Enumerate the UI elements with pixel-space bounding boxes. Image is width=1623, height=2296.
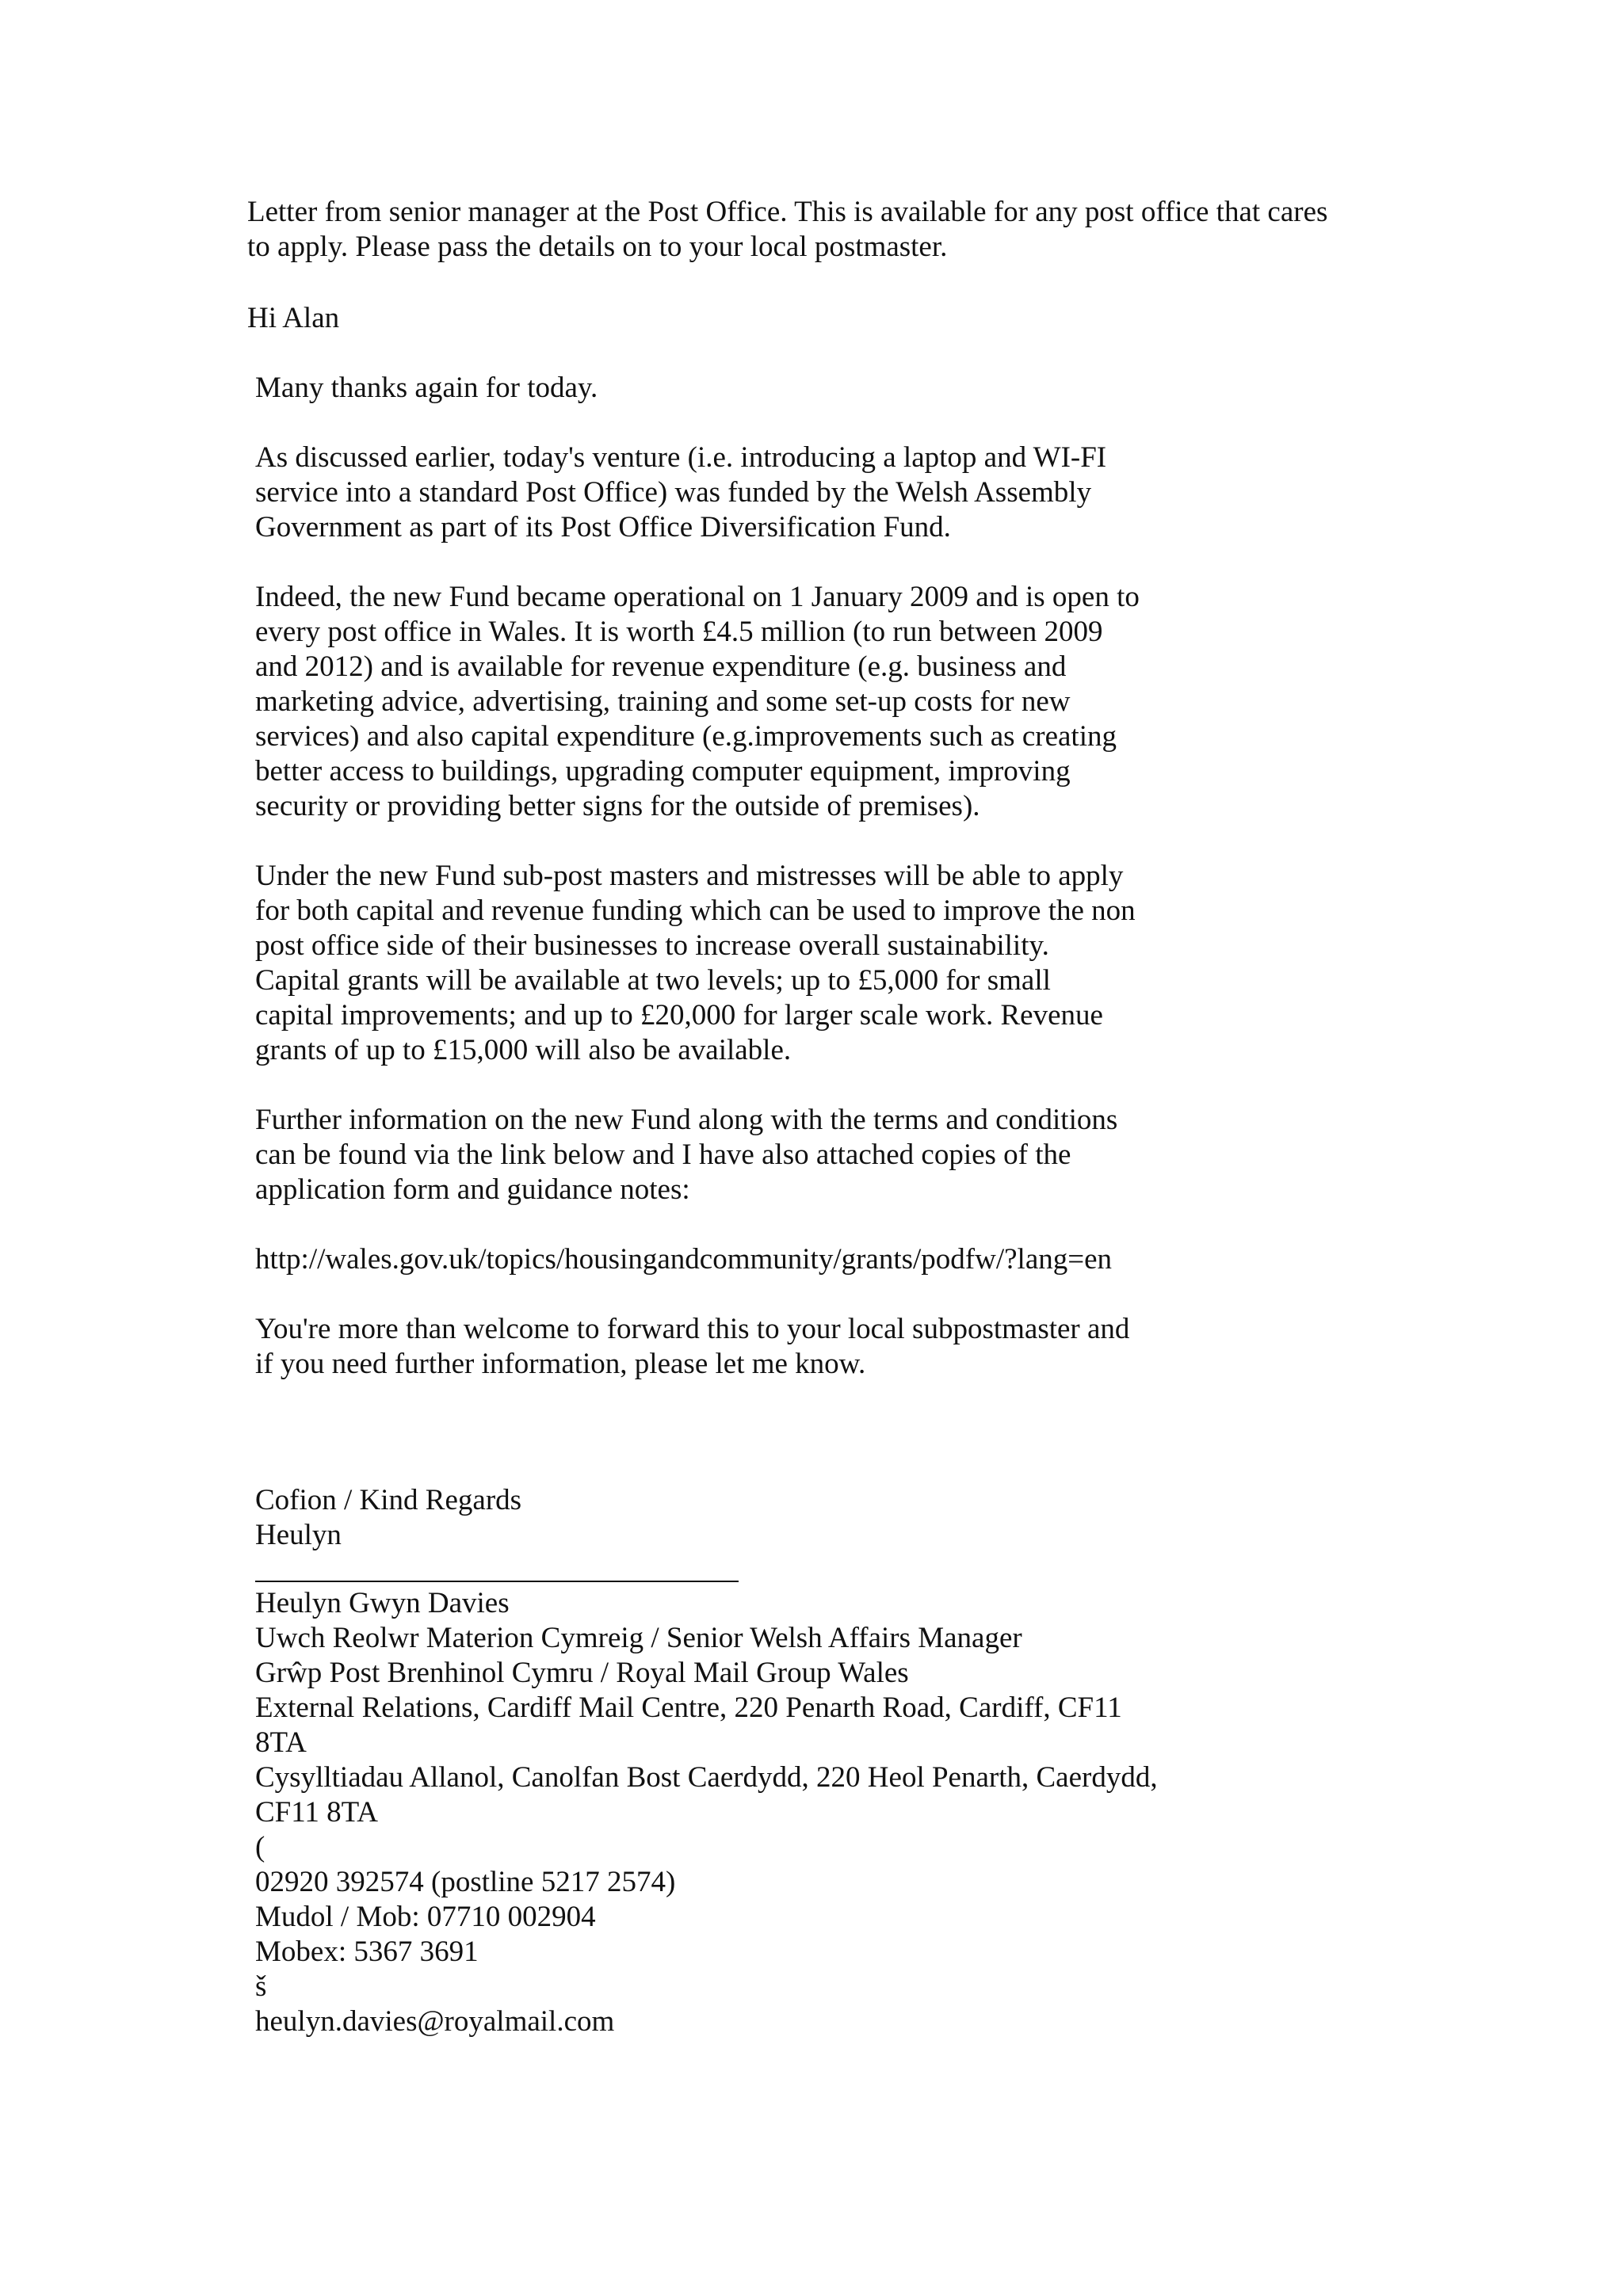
text-line: security or providing better signs for the outside of premises). [255, 790, 980, 822]
sender-group: Grŵp Post Brenhinol Cymru / Royal Mail Group Wales [255, 1657, 909, 1689]
address-english-1: External Relations, Cardiff Mail Centre, 220 Penarth Road, Cardiff, CF11 [255, 1691, 1122, 1724]
paragraph-thanks [255, 371, 1238, 406]
intro-line-2: to apply. Please pass the details on to your local postmaster. [247, 231, 948, 263]
text-line: Government as part of its Post Office Diversification Fund. [255, 511, 951, 543]
phone-line [255, 1830, 1285, 1900]
paragraph-forward [255, 1312, 1238, 1382]
kind-regards: Cofion / Kind Regards [255, 1484, 522, 1516]
phone-number: 02920 392574 (postline 5217 2574) [255, 1866, 676, 1898]
fund-url: http://wales.gov.uk/topics/housingandcommunity/grants/podfw/?lang=en [255, 1243, 1113, 1276]
email-line [255, 1970, 1285, 2039]
text-line: can be found via the link below and I have also attached copies of the [255, 1138, 1071, 1171]
text-line: every post office in Wales. It is worth £4.5 million (to run between 2009 [255, 616, 1103, 648]
paragraph-further-info [255, 1103, 1238, 1207]
mobex-number: Mobex: 5367 3691 [255, 1936, 479, 1968]
text-line: if you need further information, please let me know. [255, 1348, 866, 1380]
text-line: services) and also capital expenditure (e.g.improvements such as creating [255, 720, 1117, 753]
signoff [255, 1483, 521, 1553]
signature-divider [255, 1581, 739, 1582]
sender-title: Uwch Reolwr Materion Cymreig / Senior Welsh Affairs Manager [255, 1622, 1022, 1654]
text-line: As discussed earlier, today's venture (i.e. introducing a laptop and WI-FI [255, 441, 1107, 474]
text-line: marketing advice, advertising, training and some set-up costs for new [255, 685, 1071, 718]
intro-line-1: Letter from senior manager at the Post Office. This is available for any post office that cares [247, 196, 1328, 228]
text-line: Capital grants will be available at two levels; up to £5,000 for small [255, 964, 1051, 997]
text-line: capital improvements; and up to £20,000 for larger scale work. Revenue [255, 999, 1103, 1032]
text-line: better access to buildings, upgrading computer equipment, improving [255, 755, 1071, 788]
paragraph-fund-details [255, 580, 1238, 824]
intro-note [247, 195, 1436, 265]
email-address: heulyn.davies@royalmail.com [255, 2005, 615, 2038]
text-line: You're more than welcome to forward this to your local subpostmaster and [255, 1313, 1130, 1345]
address-welsh-1: Cysylltiadau Allanol, Canolfan Bost Caerdydd, 220 Heol Penarth, Caerdydd, [255, 1761, 1158, 1794]
paragraph-grants [255, 859, 1238, 1068]
email-icon: š [255, 1970, 267, 2003]
phone-icon: ( [255, 1831, 265, 1863]
paragraph-venture [255, 441, 1238, 545]
mobile-line [255, 1900, 1285, 1970]
paragraph-link [255, 1242, 1238, 1277]
sender-full-name: Heulyn Gwyn Davies [255, 1587, 510, 1619]
signoff-name: Heulyn [255, 1519, 342, 1551]
address-english-2: 8TA [255, 1726, 307, 1759]
address-welsh-2: CF11 8TA [255, 1796, 378, 1829]
text-line: Under the new Fund sub-post masters and mistresses will be able to apply [255, 860, 1124, 892]
text-line: and 2012) and is available for revenue expenditure (e.g. business and [255, 650, 1067, 683]
text-line: application form and guidance notes: [255, 1173, 690, 1206]
text-line: for both capital and revenue funding which can be used to improve the non [255, 894, 1136, 927]
text-line: Many thanks again for today. [255, 372, 598, 404]
mobile-number: Mudol / Mob: 07710 002904 [255, 1901, 596, 1933]
text-line: Indeed, the new Fund became operational on 1 January 2009 and is open to [255, 581, 1140, 613]
text-line: service into a standard Post Office) was funded by the Welsh Assembly [255, 476, 1092, 509]
text-line: Further information on the new Fund along with the terms and conditions [255, 1104, 1118, 1136]
signature-block [255, 1586, 1285, 2039]
greeting: Hi Alan [247, 302, 340, 334]
text-line: grants of up to £15,000 will also be available. [255, 1034, 792, 1066]
letter-body [255, 371, 1238, 1417]
text-line: post office side of their businesses to increase overall sustainability. [255, 929, 1049, 962]
